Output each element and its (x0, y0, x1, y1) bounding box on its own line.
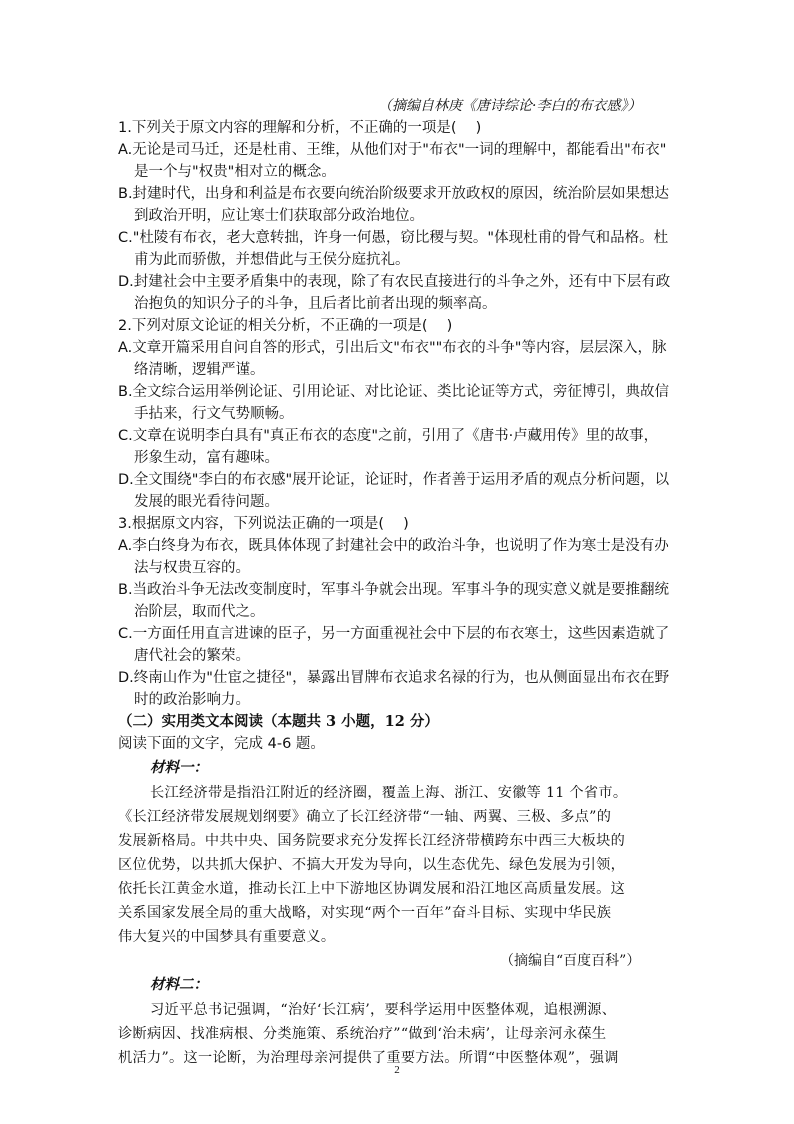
material-1-line: 关系国家发展全局的重大战略，对实现“两个一百年”奋斗目标、实现中华民族 (118, 905, 612, 921)
q1-option-a-cont: 是一个与"权贵"相对立的概念。 (134, 164, 336, 180)
q3-option-d-cont: 时的政治影响力。 (134, 692, 250, 708)
material-2-heading: 材料二： (150, 976, 208, 993)
material-1-source: （摘编自“百度百科”） (500, 953, 641, 969)
material-1-heading: 材料一： (150, 759, 208, 776)
question-3: 3.根据原文内容，下列说法正确的一项是( ) (118, 516, 409, 532)
material-2-line: 诊断病因、找准病根、分类施策、系统治疗”“做到‘治未病’，让母亲河永葆生 (118, 1026, 607, 1042)
q3-option-a: A.李白终身为布衣，既具体体现了封建社会中的政治斗争，也说明了作为寒士是没有办 (118, 538, 669, 554)
q3-option-a-cont: 法与权贵互容的。 (134, 560, 250, 576)
material-1-line: 伟大复兴的中国梦具有重要意义。 (118, 929, 336, 945)
q3-option-b: B.当政治斗争无法改变制度时，军事斗争就会出现。军事斗争的现实意义就是要推翻统 (118, 582, 670, 598)
q2-option-b-cont: 手拈来，行文气势顺畅。 (134, 406, 294, 422)
material-2-line: 习近平总书记强调，“治好‘长江病’，要科学运用中医整体观，追根溯源、 (150, 1002, 617, 1018)
q2-option-b: B.全文综合运用举例论证、引用论证、对比论证、类比论证等方式，旁征博引，典故信 (118, 384, 670, 400)
q2-option-a: A.文章开篇采用自问自答的形式，引出后文"布衣""布衣的斗争"等内容，层层深入，脉 (118, 340, 667, 356)
q1-option-d-cont: 治抱负的知识分子的斗争，且后者比前者出现的频率高。 (134, 296, 497, 312)
q3-option-b-cont: 治阶层，取而代之。 (134, 604, 265, 620)
material-1-line: 《长江经济带发展规划纲要》确立了长江经济带“一轴、两翼、三极、多点”的 (118, 809, 612, 825)
section-heading: （二）实用类文本阅读（本题共 3 小题，12 分） (118, 713, 439, 730)
reading-instruction: 阅读下面的文字，完成 4-6 题。 (118, 736, 325, 752)
q1-option-c: C."杜陵有布衣，老大意转拙，许身一何愚，窃比稷与契。"体现杜甫的骨气和品格。杜 (118, 230, 669, 246)
q2-option-a-cont: 络清晰，逻辑严谨。 (134, 362, 265, 378)
q1-option-a: A.无论是司马迁，还是杜甫、王维，从他们对于"布衣"一词的理解中，都能看出"布衣" (118, 142, 667, 158)
question-2: 2.下列对原文论证的相关分析，不正确的一项是( ) (118, 318, 453, 334)
q1-option-b: B.封建时代，出身和利益是布衣要向统治阶级要求开放政权的原因，统治阶层如果想达 (118, 186, 670, 202)
material-1-line: 发展新格局。中共中央、国务院要求充分发挥长江经济带横跨东中西三大板块的 (118, 833, 626, 849)
page-number: 2 (394, 1064, 400, 1076)
material-1-line: 区位优势，以共抓大保护、不搞大开发为导向，以生态优先、绿色发展为引领， (118, 857, 626, 873)
question-1: 1.下列关于原文内容的理解和分析，不正确的一项是( ) (118, 120, 482, 136)
q2-option-d-cont: 发展的眼光看待问题。 (134, 494, 279, 510)
material-1-line: 依托长江黄金水道，推动长江上中下游地区协调发展和沿江地区高质量发展。这 (118, 881, 626, 897)
q3-option-d: D.终南山作为"仕宦之捷径"，暴露出冒牌布衣追求名禄的行为，也从侧面显出布衣在野 (118, 670, 670, 686)
q2-option-d: D.全文围绕"李白的布衣感"展开论证，论证时，作者善于运用矛盾的观点分析问题，以 (118, 472, 670, 488)
q3-option-c: C.一方面任用直言进谏的臣子，另一方面重视社会中下层的布衣寒士，这些因素造就了 (118, 626, 670, 642)
q3-option-c-cont: 唐代社会的繁荣。 (134, 648, 250, 664)
q1-option-c-cont: 甫为此而骄傲，并想借此与王侯分庭抗礼。 (134, 252, 410, 268)
q1-option-b-cont: 到政治开明，应让寒士们获取部分政治地位。 (134, 208, 424, 224)
material-1-line: 长江经济带是指沿江附近的经济圈，覆盖上海、浙江、安徽等 11 个省市。 (150, 785, 628, 801)
q2-option-c-cont: 形象生动，富有趣味。 (134, 450, 279, 466)
q2-option-c: C.文章在说明李白具有"真正布衣的态度"之前，引用了《唐书·卢藏用传》里的故事， (118, 428, 659, 444)
material-2-line: 机活力”。这一论断，为治理母亲河提供了重要方法。所谓“中医整体观”，强调 (118, 1050, 619, 1066)
source-citation: （摘编自林庚《唐诗综论·李白的布衣感》） (378, 98, 642, 114)
q1-option-d: D.封建社会中主要矛盾集中的表现，除了有农民直接进行的斗争之外，还有中下层有政 (118, 274, 671, 290)
